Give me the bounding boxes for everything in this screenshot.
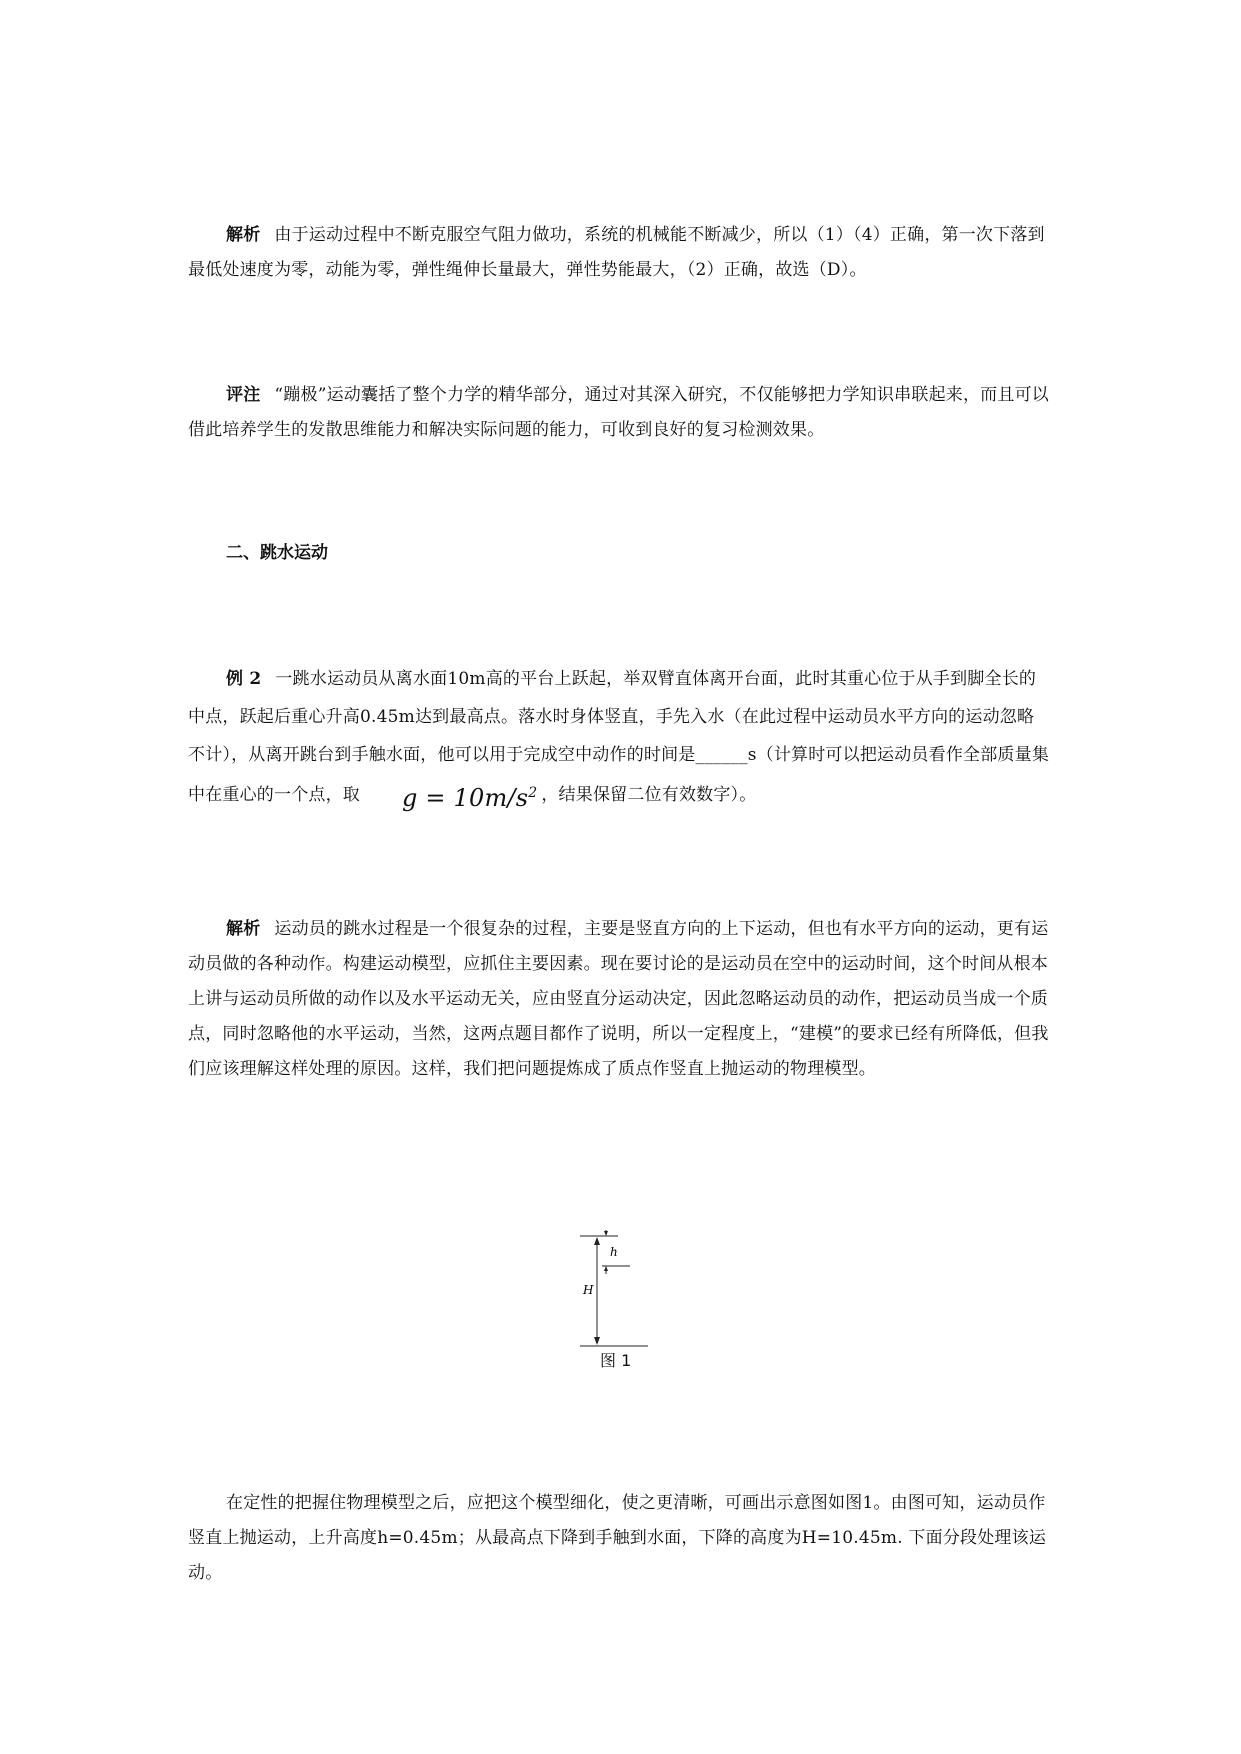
H-label: H bbox=[583, 1283, 594, 1297]
formula-text: g = 10m/s bbox=[402, 784, 529, 812]
analysis-text: 由于运动过程中不断克服空气阻力做功，系统的机械能不断减少，所以（1）（4）正确，第一次下落到最低处速度为零，动能为零，弹性绳伸长量最大，弹性势能最大，（2）正确，故选（D）。 bbox=[188, 225, 1045, 280]
h-arrow-up bbox=[604, 1266, 608, 1271]
example-text-after: ，结果保留二位有效数字）。 bbox=[541, 785, 757, 805]
analysis-paragraph-2 bbox=[188, 912, 1050, 1087]
formula-exponent: 2 bbox=[528, 785, 538, 801]
comment-label: 评注 bbox=[226, 385, 261, 405]
comment-text: “蹦极”运动囊括了整个力学的精华部分，通过对其深入研究，不仅能够把力学知识串联起来，而且可以借此培养学生的发散思维能力和解决实际问题的能力，可收到良好的复习检测效果。 bbox=[188, 385, 1049, 440]
H-arrow-up bbox=[594, 1237, 600, 1245]
h-label: h bbox=[610, 1245, 618, 1259]
h-arrow-down bbox=[604, 1231, 608, 1236]
analysis-paragraph-1 bbox=[188, 218, 1050, 288]
conclusion-paragraph bbox=[188, 1486, 1050, 1591]
gravity-formula bbox=[364, 774, 537, 817]
example-2-paragraph bbox=[188, 660, 1050, 817]
H-arrow-down bbox=[594, 1337, 600, 1345]
section-heading: 二、跳水运动 bbox=[226, 543, 328, 563]
comment-paragraph bbox=[188, 378, 1050, 448]
example-label: 例 2 bbox=[226, 669, 262, 689]
example-text-before: 一跳水运动员从离水面10m高的平台上跃起，举双臂直体离开台面，此时其重心位于从手到脚全长的中点，跃起后重心升高0.45m达到最高点。落水时身体竖直，手先入水（在此过程中运动员水平方向的运动忽略不计），从离开跳台到手触水面，他可以用于完成空中动作的时间是______s（计算时可以把运动员看作全部质量集中在重心的一个点，取 bbox=[188, 669, 1050, 805]
analysis-label: 解析 bbox=[226, 919, 261, 939]
analysis-text: 运动员的跳水过程是一个很复杂的过程，主要是竖直方向的上下运动，但也有水平方向的运动，更有运动员做的各种动作。构建运动模型，应抓住主要因素。现在要讨论的是运动员在空中的运动时间，这个时间从根本上讲与运动员所做的动作以及水平运动无关，应由竖直分运动决定，因此忽略运动员的动作，把运动员当成一个质点，同时忽略他的水平运动，当然，这两点题目都作了说明，所以一定程度上，“建模”的要求已经有所降低，但我们应该理解这样处理的原因。这样，我们把问题提炼成了质点作竖直上抛运动的物理模型。 bbox=[188, 919, 1049, 1079]
conclusion-text: 在定性的把握住物理模型之后，应把这个模型细化，使之更清晰，可画出示意图如图1。由图可知，运动员作竖直上抛运动，上升高度h=0.45m；从最高点下降到手触到水面，下降的高度为H=10.45m. 下面分段处理该运动。 bbox=[188, 1493, 1047, 1583]
figure-caption: 图 1 bbox=[600, 1351, 632, 1370]
analysis-label: 解析 bbox=[226, 225, 261, 245]
